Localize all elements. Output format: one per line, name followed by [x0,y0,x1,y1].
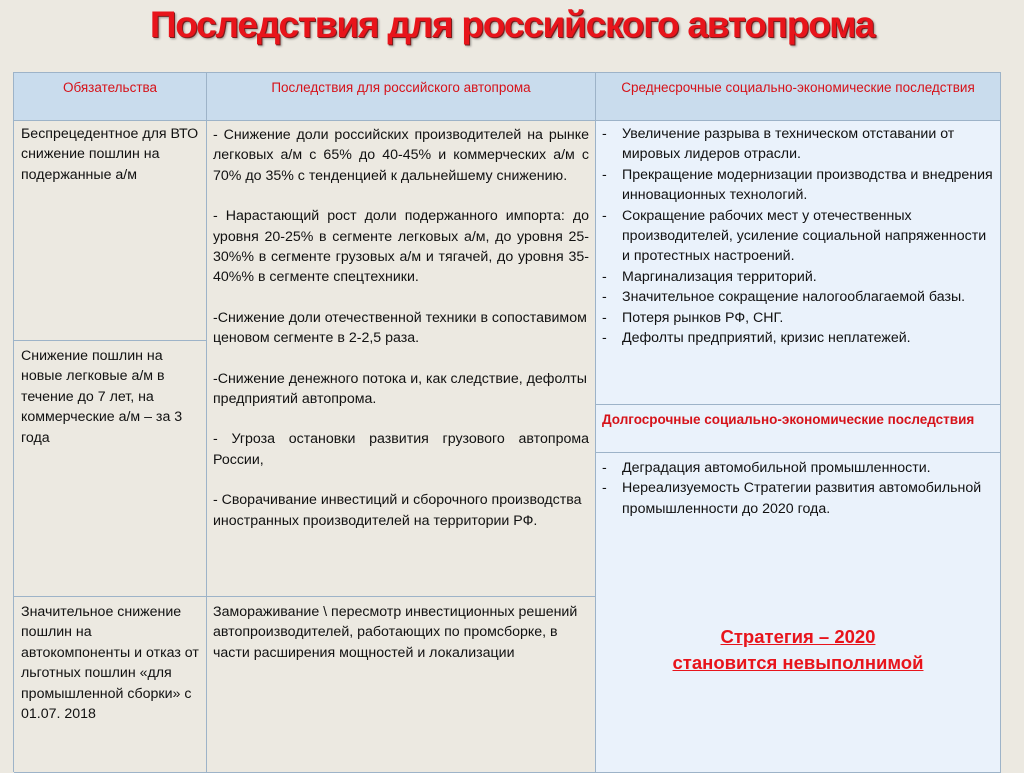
consequence-item: - Нарастающий рост доли подержанного импорта: до уровня 20-25% в сегменте легковых а/м, до уровня 25-30%% в сегменте грузовых а/м и тягачей, до уровня 35-40%% в сегменте спецтехники. [213,208,589,286]
long-term-header: Долгосрочные социально-экономические последствия [596,405,1001,453]
header-obligations: Обязательства [14,73,207,121]
consequence-item: - Угроза остановки развития грузового автопрома России, [213,431,589,468]
obligation-components: Значительное снижение пошлин на автокомпоненты и отказ от льготных пошлин «для промышленной сборки» с 01.07. 2018 [14,597,207,773]
list-item: - Значительное сокращение налогооблагаемой базы. [602,289,966,306]
callout-line: Стратегия – 2020 [720,626,876,647]
list-item: - Прекращение модернизации производства и внедрения инновационных технологий. [602,166,993,204]
consequence-investment-freeze: Замораживание \ пересмотр инвестиционных решений автопроизводителей, работающих по промсборке, в части расширения мощностей и локализации [207,597,596,773]
strategy-callout [596,624,1000,676]
consequences-cell [207,121,596,597]
consequence-item: -Снижение денежного потока и, как следствие, дефолты предприятий автопрома. [213,370,588,408]
callout-line: становится невыполнимой [672,652,924,673]
header-medium-term: Среднесрочные социально-экономические последствия [596,73,1001,121]
consequences-table [13,72,1001,772]
list-item: - Деградация автомобильной промышленности. [602,460,931,476]
consequence-item: -Снижение доли отечественной техники в сопоставимом ценовом сегменте в 2-2,5 раза. [213,309,587,347]
consequence-item: - Снижение доли российских производителей на рынке легковых а/м с 65% до 40-45% и коммерческих а/м с 70% до 35% с тенденцией к дальнейшему снижению. [213,127,589,184]
list-item: - Сокращение рабочих мест у отечественных производителей, усиление социальной напряженности и протестных настроений. [602,207,987,265]
list-item: - Дефолты предприятий, кризис неплатежей. [602,330,911,347]
obligation-new-cars: Снижение пошлин на новые легковые а/м в течение до 7 лет, на коммерческие а/м – за 3 года [14,341,207,597]
page-title: Последствия для российского автопрома [149,4,875,45]
list-item: - Маргинализация территорий. [602,268,817,285]
list-item: - Нереализуемость Стратегии развития автомобильной промышленности до 2020 года. [602,480,982,517]
long-term-list [596,453,1001,773]
obligation-used-cars: Беспрецедентное для ВТО снижение пошлин на подержанные а/м [14,121,207,341]
list-item: - Увеличение разрыва в техническом отставании от мировых лидеров отрасли. [602,126,955,163]
medium-term-list [596,121,1001,405]
consequence-item: - Сворачивание инвестиций и сборочного производства иностранных производителей на территории РФ. [213,492,582,529]
list-item: - Потеря рынков РФ, СНГ. [602,309,784,326]
header-consequences: Последствия для российского автопрома [207,73,596,121]
